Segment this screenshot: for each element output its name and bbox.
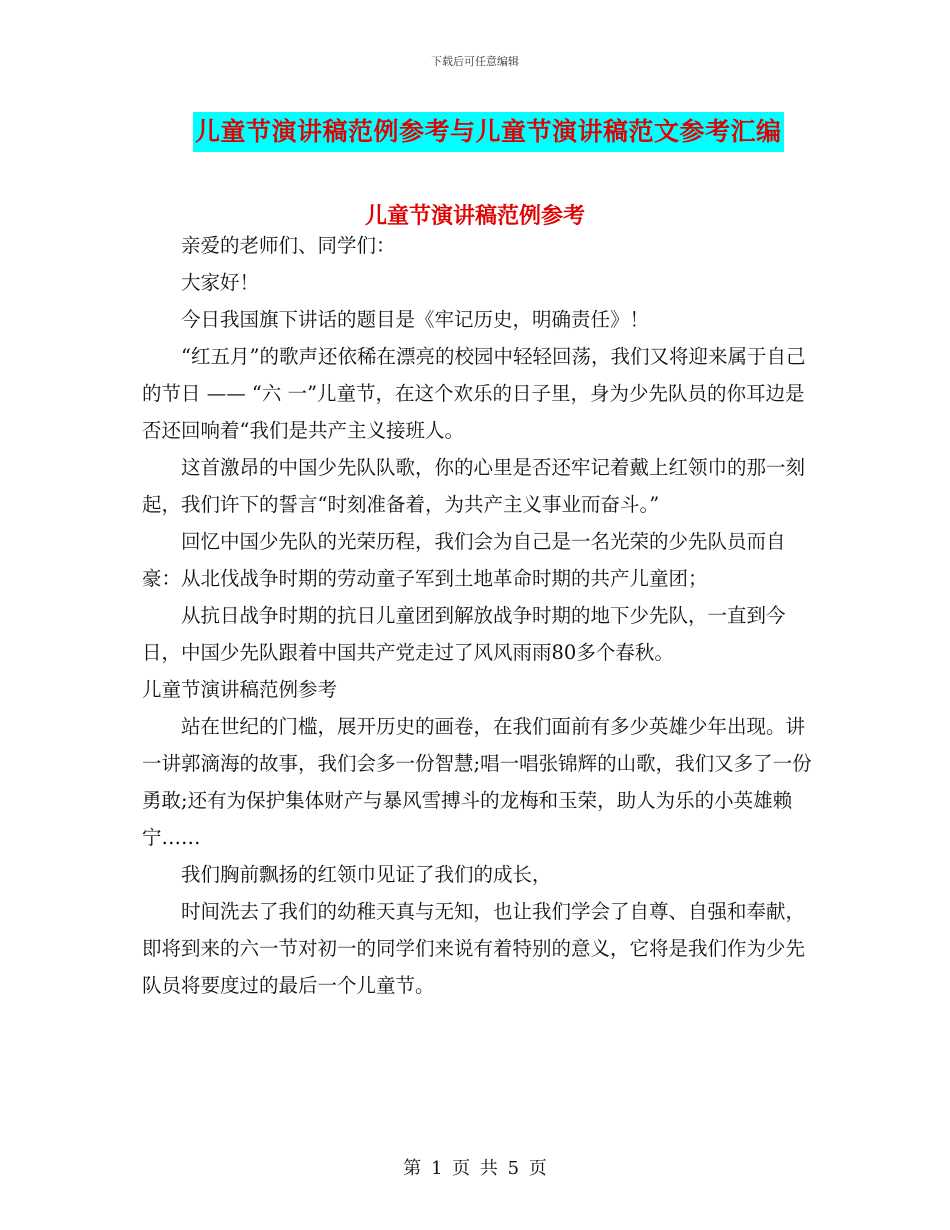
document-title: 儿童节演讲稿范例参考与儿童节演讲稿范文参考汇编: [193, 112, 784, 152]
page-footer: 第 1 页 共 5 页: [403, 1158, 547, 1179]
paragraph: 从抗日战争时期的抗日儿童团到解放战争时期的地下少先队，一直到今日，中国少先队跟着中国共产党走过了风风雨雨80多个春秋。: [142, 604, 786, 664]
paragraph: 我们胸前飘扬的红领巾见证了我们的成长，: [181, 863, 552, 886]
paragraph: 站在世纪的门槛，展开历史的画卷，在我们面前有多少英雄少年出现。讲一讲郭滴海的故事，我们会多一份智慧;唱一唱张锦辉的山歌，我们又多了一份勇敢;还有为保护集体财产与暴风雪搏斗的龙梅和玉荣，助人为乐的小英雄赖宁……: [142, 715, 812, 849]
paragraph: 今日我国旗下讲话的题目是《牢记历史，明确责任》！: [181, 308, 650, 331]
inline-heading: 儿童节演讲稿范例参考: [142, 678, 338, 701]
paragraph: 时间洗去了我们的幼稚天真与无知，也让我们学会了自尊、自强和奉献，即将到来的六一节对初一的同学们来说有着特别的意义，它将是我们作为少先队员将要度过的最后一个儿童节。: [142, 900, 806, 997]
header-note: 下载后可任意编辑: [431, 55, 519, 68]
body-text: [142, 227, 814, 1004]
paragraph: 回忆中国少先队的光荣历程，我们会为自己是一名光荣的少先队员而自豪：从北伐战争时期的劳动童子军到土地革命时期的共产儿童团；: [142, 530, 786, 590]
paragraph: 亲爱的老师们、同学们：: [181, 234, 396, 257]
paragraph: 大家好！: [181, 271, 260, 294]
paragraph: 这首激昂的中国少先队队歌，你的心里是否还牢记着戴上红领巾的那一刻起，我们许下的誓言“时刻准备着，为共产主义事业而奋斗。”: [142, 456, 806, 516]
section-title: 儿童节演讲稿范例参考: [364, 203, 585, 229]
paragraph: “红五月”的歌声还依稀在漂亮的校园中轻轻回荡，我们又将迎来属于自己 的节日 —— “六 一”儿童节，在这个欢乐的日子里，身为少先队员的你耳边是否还回响着“我们是共产主义接班人。: [142, 345, 806, 442]
